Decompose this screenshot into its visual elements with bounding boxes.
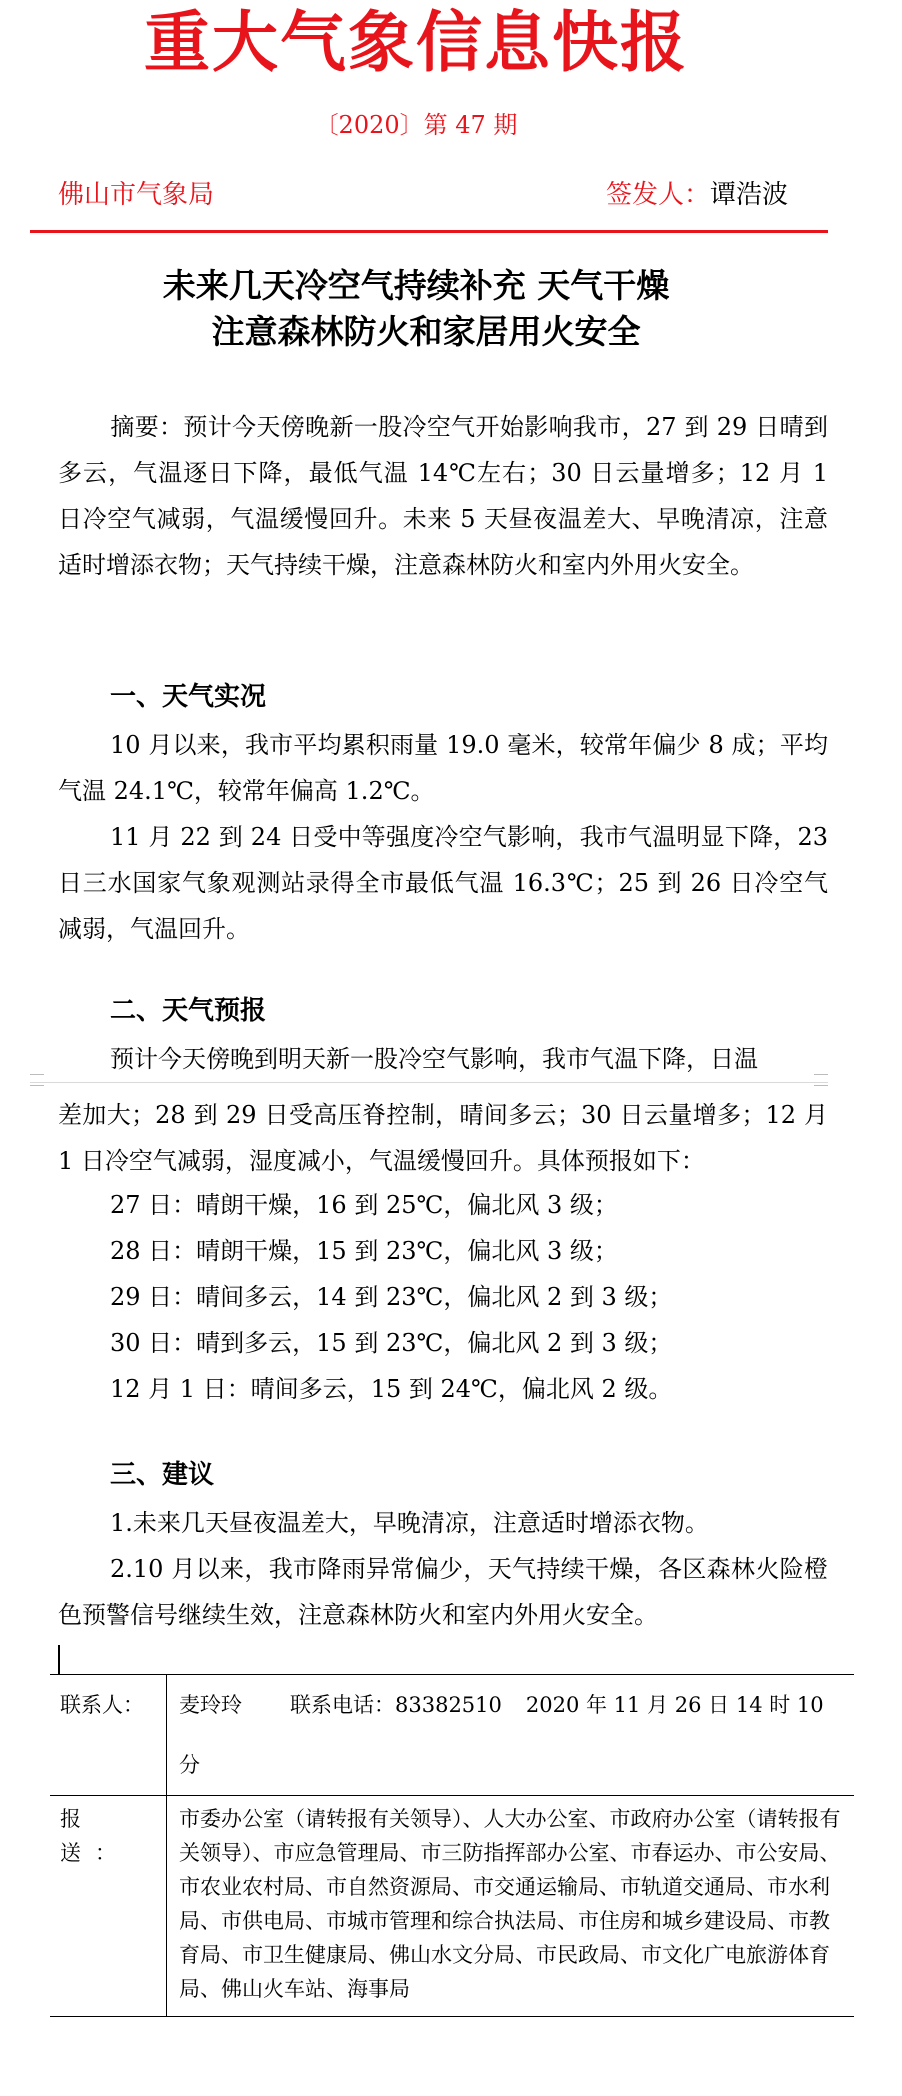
headline-line-2: 注意森林防火和家居用火安全 [211, 312, 641, 351]
headline-line-1: 未来几天冷空气持续补充 天气干燥 [162, 266, 670, 305]
contact-row [50, 1675, 854, 1796]
page-break-mark-right [814, 1074, 828, 1086]
contact-label: 联系人： [50, 1675, 167, 1796]
forecast-paragraph-part-2: 差加大；28 到 29 日受高压脊控制，晴间多云；30 日云量增多；12 月 1 日冷空气减弱，湿度减小，气温缓慢回升。具体预报如下： [58, 1101, 828, 1175]
recipients-list: 市委办公室（请转报有关领导）、人大办公室、市政府办公室（请转报有关领导）、市应急管理局、市三防指挥部办公室、市春运办、市公安局、市农业农村局、市自然资源局、市交通运输局、市轨道交通局、市水利局、市供电局、市城市管理和综合执法局、市住房和城乡建设局、市教育局、市卫生健康局、佛山水文分局、市民政局、市文化广电旅游体育局、佛山火车站、海事局 [167, 1796, 855, 2017]
issuing-organization: 佛山市气象局 [58, 180, 215, 210]
forecast-paragraph-part-1 [58, 1036, 828, 1082]
forecast-text-1: 预计今天傍晚到明天新一股冷空气影响，我市气温下降，日温 [110, 1045, 758, 1073]
page-break-line [30, 1082, 828, 1083]
section-title-advice: 三、建议 [110, 1460, 215, 1490]
recipients-row [50, 1796, 854, 2017]
signer [606, 178, 788, 212]
phone-label: 联系电话： [290, 1693, 395, 1717]
masthead-title: 重大气象信息快报 [144, 3, 688, 81]
send-label: 报 送： [50, 1796, 167, 2017]
issue-number: 〔2020〕第 47 期 [314, 111, 518, 139]
observation-text-2: 11 月 22 到 24 日受中等强度冷空气影响，我市气温明显下降，23 日三水国家气象观测站录得全市最低气温 16.3℃；25 到 26 日冷空气减弱，气温回升。 [58, 823, 828, 943]
advice-paragraph-1: 1.未来几天昼夜温差大，早晚清凉，注意适时增添衣物。 [110, 1509, 709, 1537]
observation-paragraph-2 [58, 814, 828, 952]
text-cursor[interactable] [58, 1645, 60, 1675]
signer-label: 签发人： [606, 180, 711, 210]
observation-text-1: 10 月以来，我市平均累积雨量 19.0 毫米，较常年偏少 8 成；平均气温 24.1℃，较常年偏高 1.2℃。 [58, 731, 828, 805]
section-title-forecast: 二、天气预报 [110, 996, 267, 1026]
observation-paragraph-1 [58, 722, 828, 814]
distribution-table [50, 1674, 854, 2017]
red-divider [30, 230, 828, 233]
issue-datetime: 2020 年 11 月 26 日 14 时 10 分 [179, 1693, 824, 1777]
forecast-day-4: 30 日：晴到多云，15 到 23℃，偏北风 2 到 3 级； [110, 1329, 673, 1357]
summary-paragraph [58, 404, 828, 588]
contact-info [167, 1675, 855, 1796]
section-title-observation: 一、天气实况 [110, 682, 267, 712]
page-break-mark-left [30, 1074, 44, 1086]
phone-number: 83382510 [395, 1693, 502, 1717]
contact-name: 麦玲玲 [179, 1693, 242, 1717]
forecast-day-5: 12 月 1 日：晴间多云，15 到 24℃，偏北风 2 级。 [110, 1375, 673, 1403]
advice-paragraph-2: 2.10 月以来，我市降雨异常偏少，天气持续干燥，各区森林火险橙色预警信号继续生效，注意森林防火和室内外用火安全。 [58, 1555, 828, 1629]
forecast-day-2: 28 日：晴朗干燥，15 到 23℃，偏北风 3 级； [110, 1237, 618, 1265]
signer-name: 谭浩波 [710, 180, 789, 210]
summary-text: 摘要：预计今天傍晚新一股冷空气开始影响我市，27 到 29 日晴到多云，气温逐日下降，最低气温 14℃左右；30 日云量增多；12 月 1 日冷空气减弱，气温缓慢回升。未来 5 天昼夜温差大、早晚清凉，注意适时增添衣物；天气持续干燥，注意森林防火和室内外用火安全。 [58, 413, 828, 579]
forecast-day-3: 29 日：晴间多云，14 到 23℃，偏北风 2 到 3 级； [110, 1283, 673, 1311]
forecast-day-1: 27 日：晴朗干燥，16 到 25℃，偏北风 3 级； [110, 1191, 618, 1219]
